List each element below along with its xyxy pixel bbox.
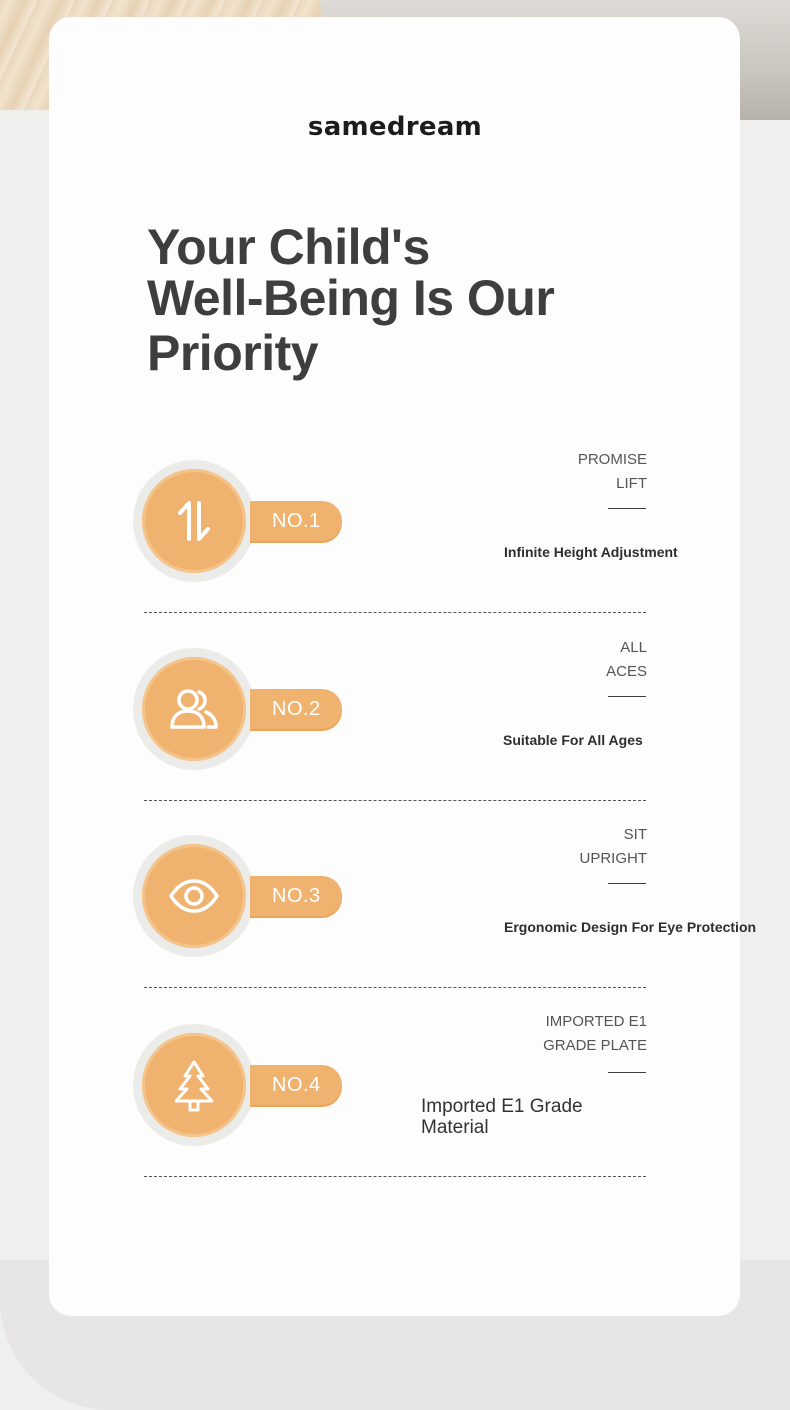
label-line-1: IMPORTED E1 — [545, 1013, 647, 1030]
tree-icon — [166, 1057, 222, 1113]
title-line-3: Priority — [147, 325, 319, 381]
label-line-2: UPRIGHT — [579, 850, 647, 867]
badge-ring — [133, 835, 255, 957]
eye-icon — [166, 868, 222, 924]
badge — [142, 657, 246, 761]
page-title — [147, 219, 667, 381]
dashed-divider — [144, 612, 646, 613]
number-pill: NO.1 — [250, 501, 342, 541]
dashed-divider — [144, 1176, 646, 1177]
badge-ring — [133, 1024, 255, 1146]
dashed-divider — [144, 987, 646, 988]
label-underline — [608, 508, 646, 509]
title-line-2: Well-Being Is Our — [147, 270, 555, 326]
number-pill: NO.4 — [250, 1065, 342, 1105]
label-line-2: GRADE PLATE — [543, 1037, 647, 1054]
badge-ring — [133, 648, 255, 770]
feature-label — [606, 636, 647, 684]
up-down-arrows-icon — [166, 493, 222, 549]
number-pill: NO.2 — [250, 689, 342, 729]
feature-description: Ergonomic Design For Eye Protection — [504, 919, 757, 935]
label-line-1: PROMISE — [577, 451, 647, 468]
badge — [142, 469, 246, 573]
feature-description: Suitable For All Ages — [503, 732, 643, 748]
number-pill: NO.3 — [250, 876, 342, 916]
brand-logo: samedream — [307, 112, 483, 142]
badge — [142, 1033, 246, 1137]
label-underline — [608, 1072, 646, 1073]
label-line-2: ACES — [606, 663, 647, 680]
label-line-1: ALL — [620, 639, 647, 656]
badge — [142, 844, 246, 948]
feature-label — [543, 1010, 647, 1058]
feature-label — [578, 448, 647, 496]
title-line-1: Your Child's — [147, 219, 430, 275]
label-line-2: LIFT — [616, 475, 647, 492]
feature-label — [580, 823, 648, 871]
label-line-1: SIT — [623, 826, 647, 843]
label-underline — [608, 883, 646, 884]
feature-description: Infinite Height Adjustment — [504, 544, 678, 560]
users-icon — [166, 681, 222, 737]
dashed-divider — [144, 800, 646, 801]
badge-ring — [133, 460, 255, 582]
feature-description: Imported E1 Grade Material — [421, 1096, 583, 1138]
label-underline — [608, 696, 646, 697]
